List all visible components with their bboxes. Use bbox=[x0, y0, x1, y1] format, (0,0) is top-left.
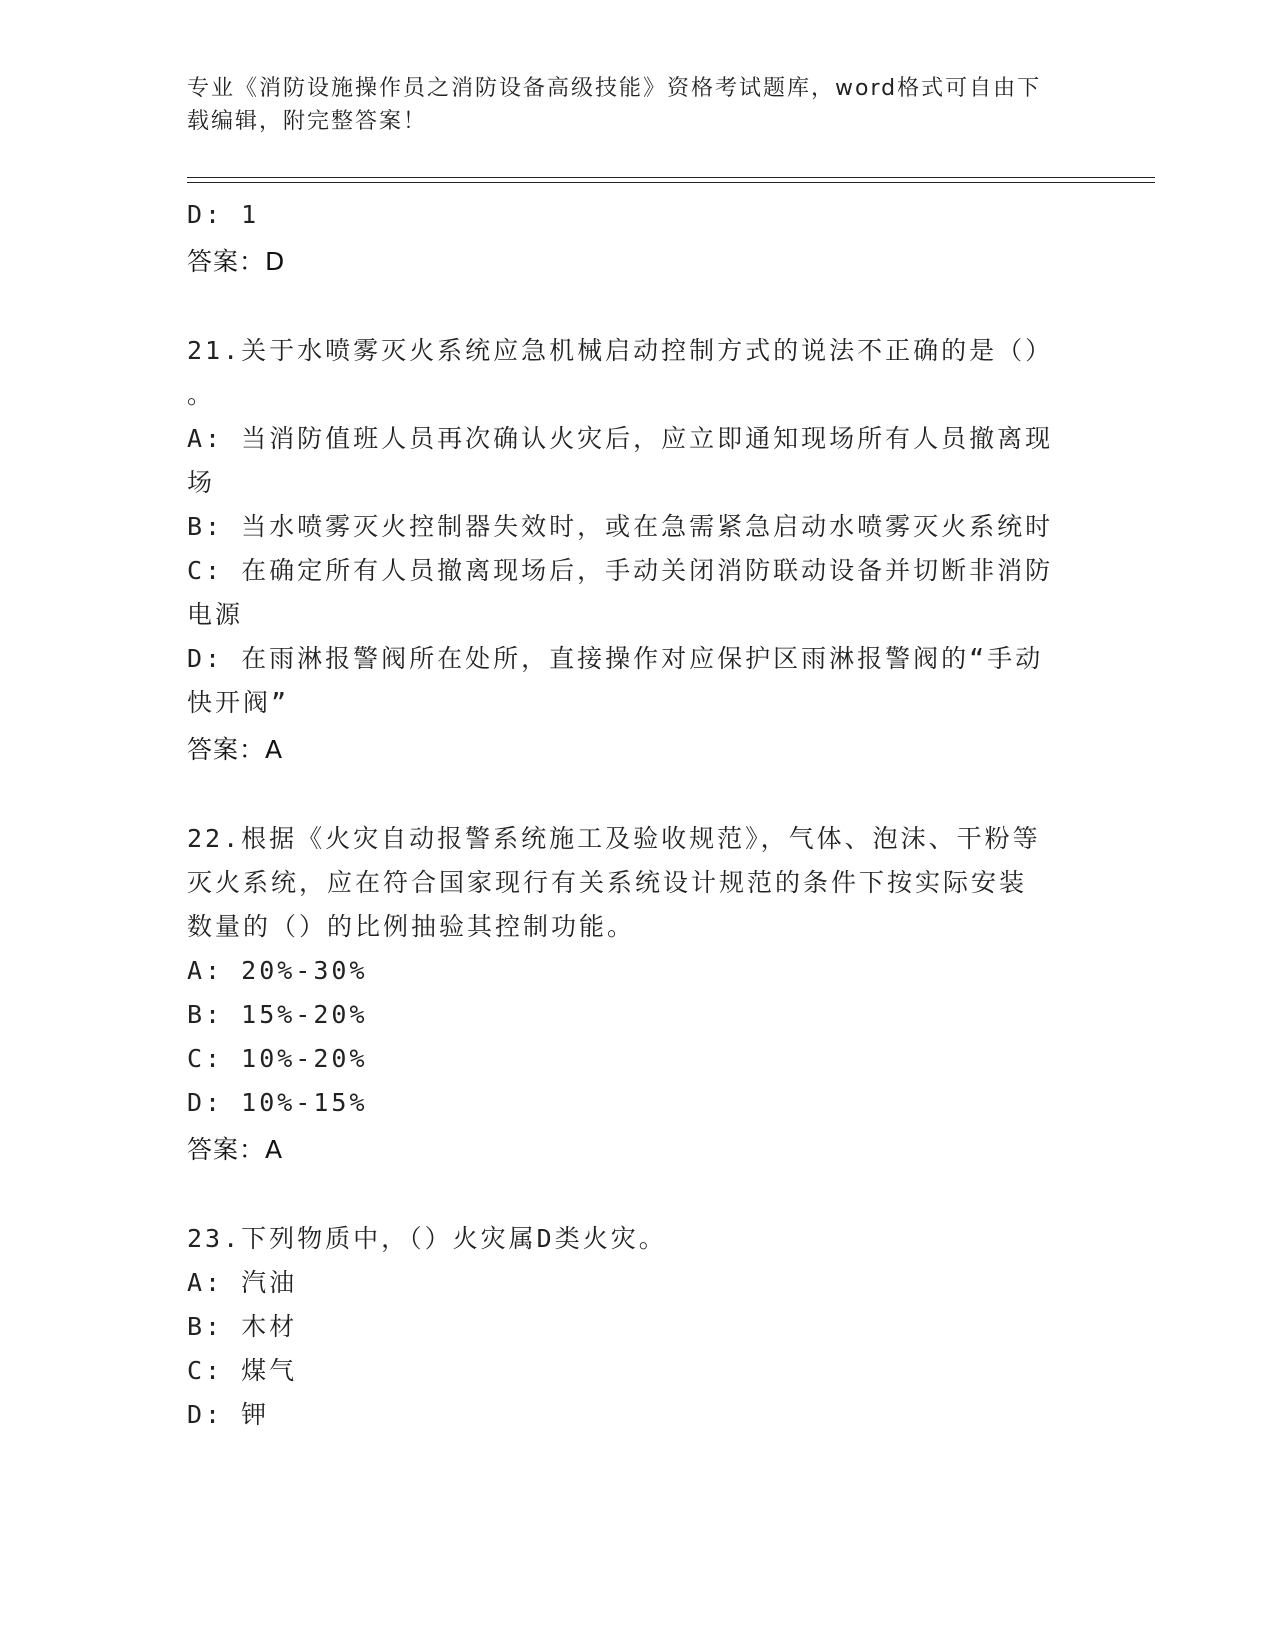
prev-option-d: D: 1 bbox=[187, 200, 260, 229]
q22-stem-line-2: 灭火系统，应在符合国家现行有关系统设计规范的条件下按实际安装 bbox=[187, 868, 1028, 897]
q21-option-a-line-1: A: 当消防值班人员再次确认火灾后，应立即通知现场所有人员撤离现 bbox=[187, 424, 1054, 453]
header-note bbox=[187, 72, 1067, 138]
q21-option-c-line-2: 电源 bbox=[187, 600, 244, 629]
question-23 bbox=[187, 1217, 1077, 1437]
q22-option-c: C: 10%-20% bbox=[187, 1044, 368, 1073]
q21-option-a-line-2: 场 bbox=[187, 468, 216, 497]
spacer bbox=[187, 287, 1077, 329]
header-divider-bottom bbox=[187, 182, 1155, 183]
q23-option-d: D: 钾 bbox=[187, 1400, 270, 1429]
q22-answer: 答案：A bbox=[187, 1135, 284, 1164]
q21-stem-line-2: 。 bbox=[187, 380, 216, 409]
q23-option-a: A: 汽油 bbox=[187, 1268, 298, 1297]
question-content bbox=[187, 193, 1077, 1437]
q23-option-c: C: 煤气 bbox=[187, 1356, 298, 1385]
q21-option-b: B: 当水喷雾灭火控制器失效时，或在急需紧急启动水喷雾灭火系统时 bbox=[187, 512, 1054, 541]
prev-answer: 答案：D bbox=[187, 247, 286, 276]
q21-option-c-line-1: C: 在确定所有人员撤离现场后，手动关闭消防联动设备并切断非消防 bbox=[187, 556, 1054, 585]
q22-stem-line-3: 数量的（）的比例抽验其控制功能。 bbox=[187, 912, 636, 941]
q21-option-d-line-2: 快开阀” bbox=[187, 688, 290, 717]
q22-option-b: B: 15%-20% bbox=[187, 1000, 368, 1029]
header-note-line-2: 载编辑，附完整答案！ bbox=[187, 109, 428, 134]
q22-stem-line-1: 22.根据《火灾自动报警系统施工及验收规范》，气体、泡沫、干粉等 bbox=[187, 824, 1041, 853]
q23-option-b: B: 木材 bbox=[187, 1312, 298, 1341]
header-divider-top bbox=[187, 177, 1155, 178]
q21-stem-line-1: 21.关于水喷雾灭火系统应急机械启动控制方式的说法不正确的是（） bbox=[187, 336, 1054, 365]
question-21 bbox=[187, 329, 1077, 775]
q21-answer: 答案：A bbox=[187, 735, 284, 764]
header-note-line-1: 专业《消防设施操作员之消防设备高级技能》资格考试题库，word格式可自由下 bbox=[187, 76, 1042, 101]
q23-stem: 23.下列物质中，（）火灾属D类火灾。 bbox=[187, 1224, 667, 1253]
q22-option-a: A: 20%-30% bbox=[187, 956, 368, 985]
q21-option-d-line-1: D: 在雨淋报警阀所在处所，直接操作对应保护区雨淋报警阀的“手动 bbox=[187, 644, 1044, 673]
spacer bbox=[187, 1175, 1077, 1217]
q22-option-d: D: 10%-15% bbox=[187, 1088, 368, 1117]
question-22 bbox=[187, 817, 1077, 1175]
spacer bbox=[187, 775, 1077, 817]
